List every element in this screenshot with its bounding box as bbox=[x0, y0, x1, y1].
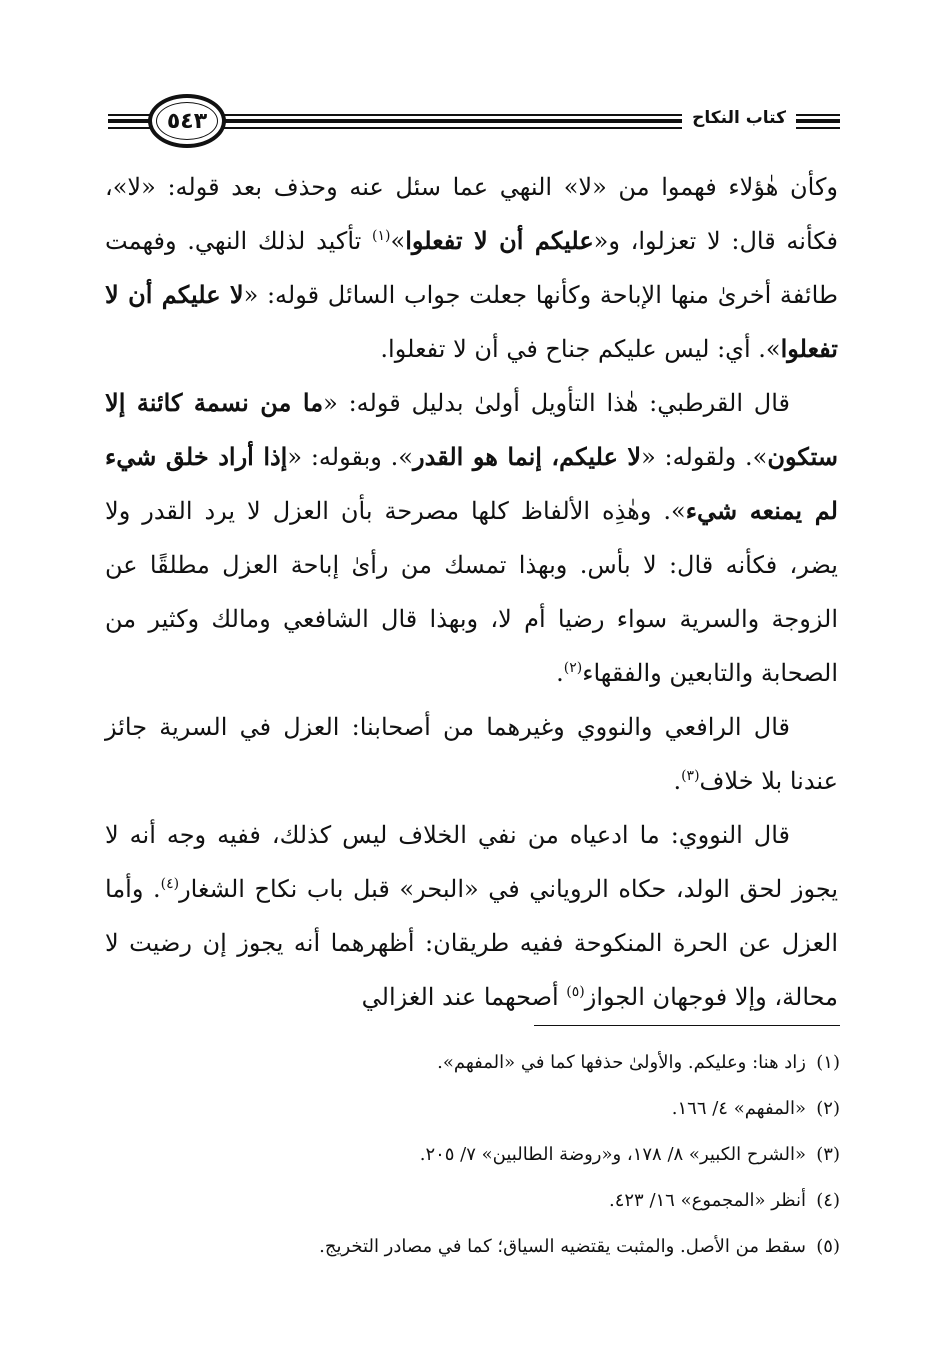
footnote bbox=[160, 1132, 840, 1178]
footnote-number: (٣) bbox=[816, 1144, 840, 1165]
hadith-quote: عليكم أن لا تفعلوا bbox=[405, 226, 594, 255]
page-number-badge bbox=[148, 94, 226, 148]
paragraph bbox=[105, 160, 838, 376]
footnote-ref: (٣) bbox=[681, 768, 700, 784]
text-run: ». ولقوله: « bbox=[641, 443, 768, 471]
hadith-quote: لا عليكم أن لا تفعلوا bbox=[105, 280, 838, 363]
footnote bbox=[160, 1086, 840, 1132]
footnote-number: (٢) bbox=[816, 1098, 840, 1119]
text-run: قال القرطبي: هٰذا التأويل أولىٰ بدليل قوله: « bbox=[323, 389, 790, 417]
hadith-quote: إذا أراد خلق شيء لم يمنعه شيء bbox=[105, 442, 838, 525]
footnote-text: سقط من الأصل. والمثبت يقتضيه السياق؛ كما في مصادر التخريج. bbox=[319, 1236, 806, 1257]
hadith-quote: ما من نسمة كائنة إلا ستكون bbox=[105, 388, 838, 471]
text-run: وكأن هٰؤلاء فهموا من «لا» النهي عما سئل عنه وحذف بعد قوله: «لا»، فكأنه قال: لا تعزلوا، و« bbox=[105, 173, 838, 255]
footnote-number: (٥) bbox=[816, 1236, 840, 1257]
footnote-number: (١) bbox=[816, 1052, 840, 1073]
footnote-ref: (١) bbox=[372, 228, 391, 244]
page-header bbox=[108, 92, 840, 152]
footnote bbox=[160, 1224, 840, 1270]
footnote-text: أنظر «المجموع» ١٦/ ٤٢٣. bbox=[608, 1190, 806, 1211]
text-run: . bbox=[556, 659, 564, 687]
footnote-separator bbox=[534, 1025, 840, 1026]
paragraph bbox=[105, 376, 838, 700]
footnote-text: «الشرح الكبير» ٨/ ١٧٨، و«روضة الطالبين» ٧/ ٢٠٥. bbox=[419, 1144, 806, 1165]
text-run: ». أي: ليس عليكم جناح في أن لا تفعلوا. bbox=[380, 335, 781, 363]
page-number: ٥٤٣ bbox=[166, 108, 208, 134]
footnote-ref: (٤) bbox=[160, 876, 180, 892]
text-run: تأكيد لذلك النهي. وفهمت طائفة أخرىٰ منها الإباحة وكأنها جعلت جواب السائل قوله: « bbox=[105, 227, 839, 309]
footnote-text: «المفهم» ٤/ ١٦٦. bbox=[671, 1098, 806, 1119]
text-run: ». وهٰذِه الألفاظ كلها مصرحة بأن العزل لا يرد القدر ولا يضر، فكأنه قال: لا بأس. وبهذا تمسك من رأىٰ إباحة العزل مطلقًا عن الزوجة والسرية سواء رضيا أم لا، وبهذا قال الشافعي ومالك وكثير من الصحابة والتابعين والفقهاء bbox=[105, 497, 838, 687]
footnote bbox=[160, 1040, 840, 1086]
text-run: قال النووي: ما ادعياه من نفي الخلاف ليس كذلك، ففيه وجه أنه لا يجوز لحق الولد، حكاه الروياني في «البحر» قبل باب نكاح الشغار bbox=[105, 821, 839, 903]
main-text bbox=[105, 160, 838, 1024]
paragraph bbox=[105, 700, 838, 808]
text-run: أصحهما عند الغزالي bbox=[361, 983, 567, 1011]
footnote bbox=[160, 1178, 840, 1224]
text-run: » bbox=[390, 227, 406, 255]
text-run: . bbox=[673, 767, 682, 795]
text-run: قال الرافعي والنووي وغيرهما من أصحابنا: العزل في السرية جائز عندنا بلا خلاف bbox=[105, 713, 838, 795]
paragraph bbox=[105, 808, 838, 1024]
footnotes bbox=[160, 1040, 840, 1270]
footnote-ref: (٢) bbox=[563, 660, 583, 676]
footnote-text: زاد هنا: وعليكم. والأولىٰ حذفها كما في «المفهم». bbox=[437, 1052, 806, 1073]
footnote-number: (٤) bbox=[816, 1190, 840, 1211]
chapter-title: كتاب النكاح bbox=[682, 106, 796, 130]
hadith-quote: لا عليكم، إنما هو القدر bbox=[413, 442, 642, 471]
text-run: . وأما العزل عن الحرة المنكوحة ففيه طريقان: أظهرهما أنه يجوز إن رضيت لا محالة، وإلا فوجهان الجواز bbox=[105, 875, 838, 1011]
text-run: ». وبقوله: « bbox=[287, 443, 413, 471]
footnote-ref: (٥) bbox=[566, 984, 585, 1000]
